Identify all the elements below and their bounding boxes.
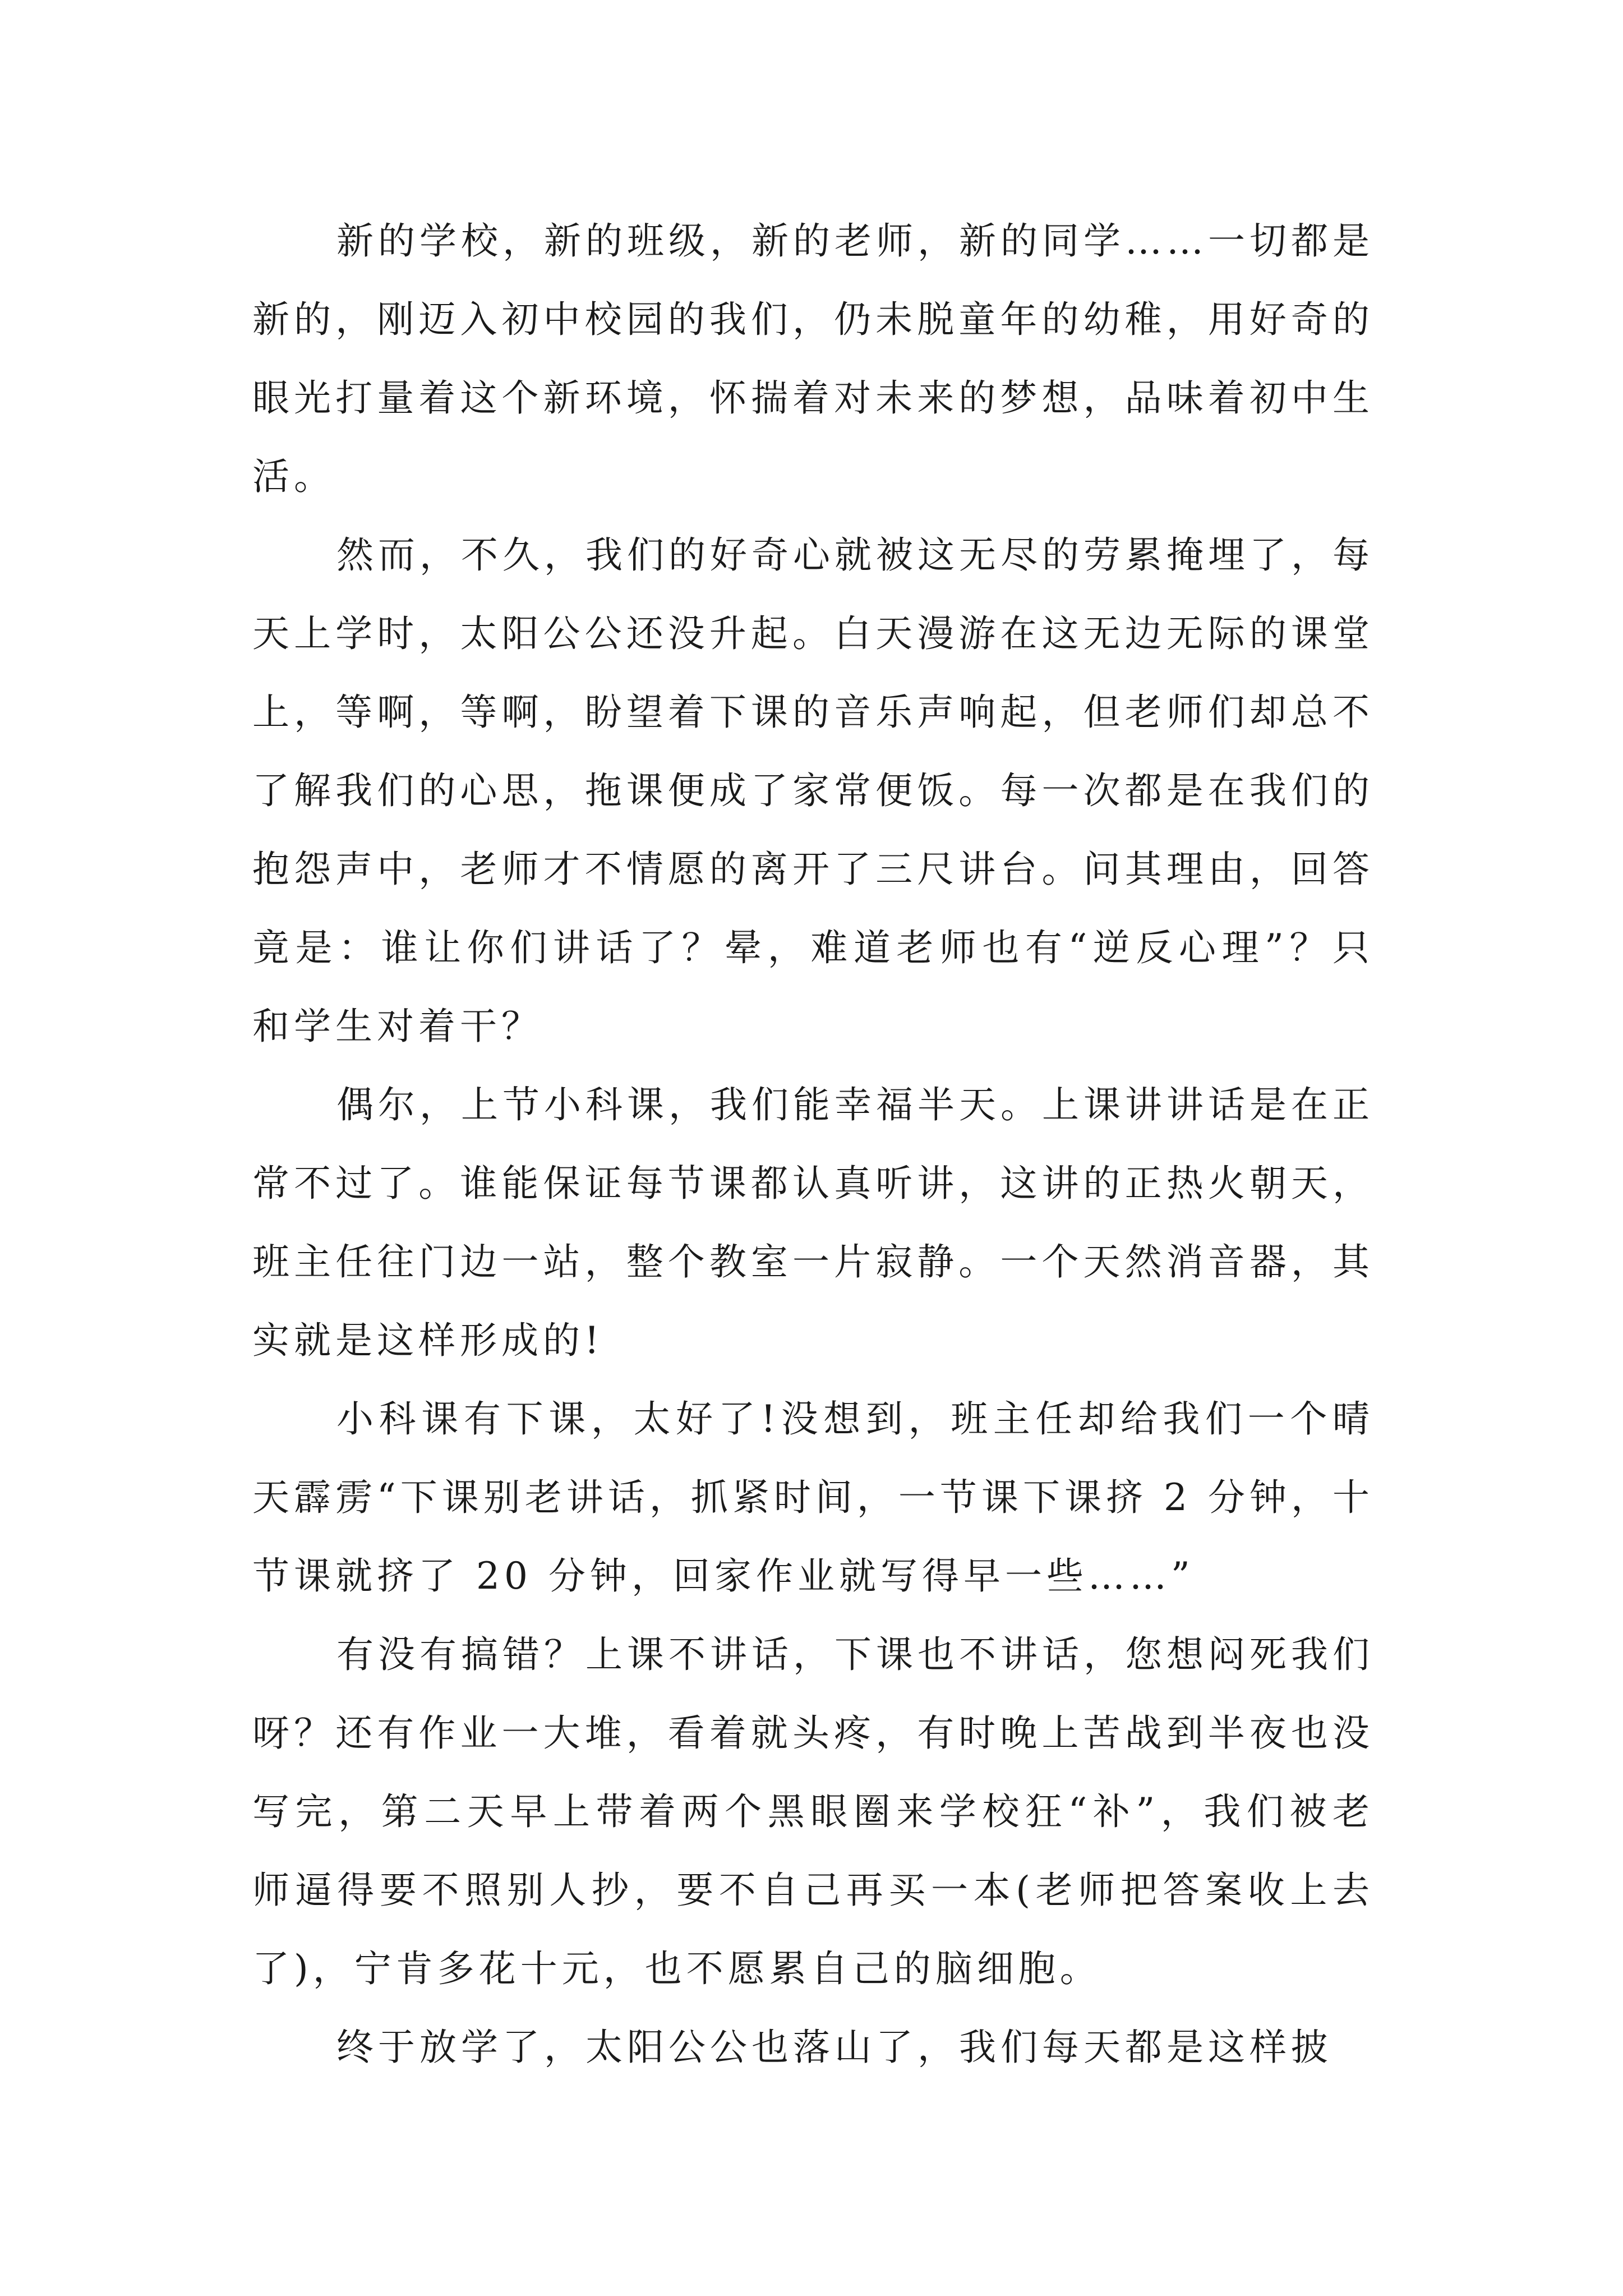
paragraph-6: 终于放学了，太阳公公也落山了，我们每天都是这样披 <box>336 2026 1332 2069</box>
paragraph-2: 然而，不久，我们的好奇心就被这无尽的劳累掩埋了，每天上学时，太阳公公还没升起。白天漫游在这无边无际的课堂上，等啊，等啊，盼望着下课的音乐声响起，但老师们却总不了解我们的心思，拖课便成了家常便饭。每一次都是在我们的抱怨声中，老师才不情愿的离开了三尺讲台。问其理由，回答竟是：谁让你们讲话了？晕，难道老师也有“逆反心理”？只和学生对着干？ <box>252 533 1374 1048</box>
paragraph-3: 偶尔，上节小科课，我们能幸福半天。上课讲讲话是在正常不过了。谁能保证每节课都认真听讲，这讲的正热火朝天，班主任往门边一站，整个教室一片寂静。一个天然消音器，其实就是这样形成的! <box>252 1083 1374 1362</box>
paragraph-5: 有没有搞错？上课不讲话，下课也不讲话，您想闷死我们呀？还有作业一大堆，看着就头疼，有时晚上苦战到半夜也没写完，第二天早上带着两个黑眼圈来学校狂“补”，我们被老师逼得要不照别人抄，要不自己再买一本(老师把答案收上去了)，宁肯多花十元，也不愿累自己的脑细胞。 <box>252 1633 1374 1990</box>
paragraph-4: 小科课有下课，太好了!没想到，班主任却给我们一个晴天霹雳“下课别老讲话，抓紧时间，一节课下课挤 2 分钟，十节课就挤了 20 分钟，回家作业就写得早一些……” <box>252 1397 1374 1598</box>
essay-body <box>252 202 1374 2087</box>
paragraph-1: 新的学校，新的班级，新的老师，新的同学……一切都是新的，刚迈入初中校园的我们，仍未脱童年的幼稚，用好奇的眼光打量着这个新环境，怀揣着对未来的梦想，品味着初中生活。 <box>252 219 1374 498</box>
